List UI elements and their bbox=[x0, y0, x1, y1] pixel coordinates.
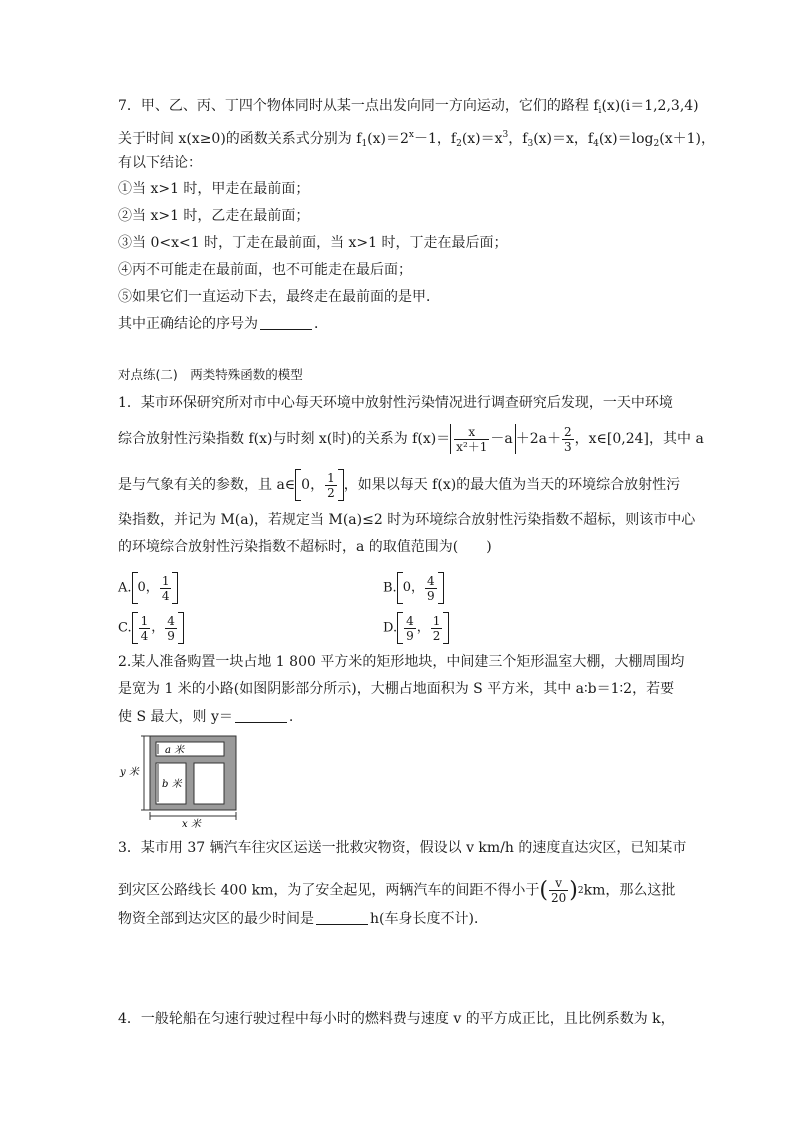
p1-line-3 bbox=[118, 469, 680, 501]
fraction bbox=[425, 574, 437, 603]
interval bbox=[132, 612, 184, 644]
q7-ask-text: 其中正确结论的序号为 bbox=[118, 316, 258, 332]
paren-left: ( bbox=[539, 877, 548, 903]
denominator: 9 bbox=[426, 588, 435, 603]
option-c[interactable] bbox=[118, 612, 184, 644]
p1-text: 0， bbox=[301, 477, 325, 493]
q7-conclusion-2: ②当 x>1 时，乙走在最前面； bbox=[118, 208, 310, 224]
q7-conclusion-4: ④丙不可能走在最前面，也不可能走在最后面； bbox=[118, 262, 412, 278]
numerator: 1 bbox=[327, 470, 335, 485]
p1-text: 是与气象有关的参数，且 a∈ bbox=[118, 477, 296, 493]
q7-text: (x)＝x bbox=[461, 131, 503, 147]
abs-bar-left bbox=[450, 424, 451, 454]
p4-line-1: 4．一般轮船在匀速行驶过程中每小时的燃料费与速度 v 的平方成正比，且比例系数为 k， bbox=[118, 1011, 675, 1027]
fraction bbox=[165, 614, 177, 643]
option-text: 0， bbox=[402, 580, 424, 595]
p1-text: ，x∈[0,24]，其中 a bbox=[574, 431, 704, 447]
q7-text: (x)＝log bbox=[598, 131, 654, 147]
p1-line-4: 染指数，并记为 M(a)，若规定当 M(a)≤2 时为环境综合放射性污染指数不超标，则该市中心 bbox=[118, 512, 696, 528]
fraction bbox=[139, 614, 151, 643]
p2-line-3 bbox=[118, 708, 293, 726]
interval bbox=[295, 469, 344, 501]
interval bbox=[397, 612, 449, 644]
x-label: x 米 bbox=[182, 819, 201, 830]
numerator: x bbox=[468, 424, 476, 439]
q7-conclusion-5: ⑤如果它们一直运动下去，最终走在最前面的是甲． bbox=[118, 289, 440, 305]
denominator: 20 bbox=[550, 891, 567, 905]
subscript: 1 bbox=[361, 139, 368, 149]
q7-ask-end: ． bbox=[314, 316, 328, 332]
section-title: 对点练(二) 两类特殊函数的模型 bbox=[118, 367, 303, 382]
denominator: 9 bbox=[167, 628, 175, 643]
paren-expr bbox=[539, 876, 583, 905]
denominator: 3 bbox=[564, 439, 572, 454]
answer-blank bbox=[235, 710, 287, 723]
fraction bbox=[454, 425, 489, 454]
denominator: 2 bbox=[327, 485, 335, 500]
a-label: a 米 bbox=[165, 745, 185, 756]
interval bbox=[397, 572, 444, 604]
p1-text: ＋2a＋ bbox=[515, 431, 562, 447]
p1-text: 综合放射性污染指数 f(x)与时刻 x(时)的关系为 f(x)＝ bbox=[118, 431, 451, 447]
p3-line-1: 3．某市用 37 辆汽车往灾区运送一批救灾物资，假设以 v km/h 的速度直达灾区，已知某市 bbox=[118, 840, 687, 856]
p1-line-1: 1．某市环保研究所对市中心每天环境中放射性污染情况进行调查研究后发现，一天中环境 bbox=[118, 395, 673, 411]
bracket-right bbox=[438, 572, 444, 604]
p3-text: km，那么这批 bbox=[583, 882, 676, 899]
greenhouse-figure bbox=[118, 730, 242, 830]
denominator: 9 bbox=[406, 628, 414, 643]
subscript: 2 bbox=[653, 139, 660, 149]
p1-line-2 bbox=[118, 424, 704, 454]
denominator: 4 bbox=[161, 588, 170, 603]
bracket-right bbox=[178, 612, 184, 644]
numerator: 4 bbox=[426, 573, 435, 588]
option-label: B. bbox=[383, 580, 397, 596]
q7-conclusion-3: ③当 0<x<1 时，丁走在最前面，当 x>1 时，丁走在最后面； bbox=[118, 235, 508, 251]
bracket-right bbox=[443, 612, 449, 644]
subscript: 4 bbox=[593, 139, 599, 149]
q7-text: 关于时间 x(x≥0)的函数关系式分别为 f bbox=[118, 131, 362, 147]
option-text: ， bbox=[151, 620, 165, 635]
denominator: 2 bbox=[432, 628, 441, 643]
q7-text: ，f bbox=[508, 131, 528, 147]
option-text: ， bbox=[416, 620, 430, 635]
p3-line-3 bbox=[118, 910, 488, 928]
fraction bbox=[160, 574, 172, 603]
q7-text: (x)(i＝1,2,3,4) bbox=[601, 98, 699, 114]
p2-line-2: 是宽为 1 米的小路(如图阴影部分所示)，大棚占地面积为 S 平方米，其中 a∶b＝1∶2，若要 bbox=[118, 681, 675, 697]
p1-text: －a bbox=[490, 431, 513, 447]
bracket-left bbox=[397, 612, 403, 644]
fraction bbox=[404, 614, 416, 643]
option-label: C. bbox=[118, 620, 132, 636]
y-label: y 米 bbox=[120, 767, 139, 778]
numerator: v bbox=[555, 876, 563, 890]
q7-line-2 bbox=[118, 126, 715, 153]
bracket-right bbox=[172, 572, 178, 604]
numerator: 1 bbox=[140, 613, 149, 628]
p2-line-1: 2.某人准备购置一块占地 1 800 平方米的矩形地块，中间建三个矩形温室大棚，大棚周围均 bbox=[118, 654, 685, 670]
interval bbox=[132, 572, 179, 604]
q7-line-3: 有以下结论： bbox=[118, 155, 202, 171]
denominator: 4 bbox=[140, 628, 149, 643]
superscript: 3 bbox=[502, 130, 509, 140]
numerator: 1 bbox=[161, 573, 170, 588]
fraction bbox=[549, 876, 568, 905]
option-a[interactable] bbox=[118, 572, 178, 604]
q7-text: 7．甲、乙、丙、丁四个物体同时从某一点出发向同一方向运动，它们的路程 f bbox=[118, 98, 599, 114]
option-label: D. bbox=[383, 620, 398, 636]
q7-text: －1，f bbox=[413, 131, 457, 147]
q7-line-1 bbox=[118, 97, 699, 120]
answer-blank bbox=[316, 912, 368, 925]
numerator: 4 bbox=[167, 613, 175, 628]
p1-text: ，如果以每天 f(x)的最大值为当天的环境综合放射性污 bbox=[343, 477, 681, 493]
p3-line-2 bbox=[118, 876, 675, 905]
fraction bbox=[325, 471, 337, 500]
abs-value-expr bbox=[450, 424, 516, 454]
denominator: x²＋1 bbox=[456, 439, 488, 454]
p2-text: 使 S 最大，则 y＝ bbox=[118, 709, 233, 725]
bracket-left bbox=[132, 612, 138, 644]
q7-text: (x＋1)， bbox=[659, 131, 715, 147]
subscript: 2 bbox=[456, 139, 462, 149]
p1-line-5: 的环境综合放射性污染指数不超标时，a 的取值范围为( ) bbox=[118, 539, 492, 555]
numerator: 1 bbox=[432, 613, 441, 628]
answer-blank bbox=[260, 317, 312, 330]
fraction bbox=[431, 614, 443, 643]
q7-text: (x)＝x，f bbox=[533, 131, 594, 147]
numerator: 2 bbox=[564, 424, 572, 439]
numerator: 4 bbox=[406, 613, 414, 628]
q7-text: (x)＝2 bbox=[367, 131, 409, 147]
p3-text: 到灾区公路线长 400 km，为了安全起见，两辆汽车的间距不得小于 bbox=[118, 882, 540, 899]
p2-text: . bbox=[288, 709, 294, 725]
option-text: 0， bbox=[137, 580, 159, 595]
subscript: i bbox=[598, 106, 602, 116]
greenhouse-right bbox=[194, 763, 224, 804]
paren-right: ) bbox=[569, 877, 578, 903]
q7-conclusion-1: ①当 x>1 时，甲走在最前面； bbox=[118, 181, 310, 197]
superscript: 2 bbox=[577, 885, 584, 896]
p3-text: h(车身长度不计)． bbox=[370, 911, 488, 927]
b-label: b 米 bbox=[162, 779, 182, 790]
option-label: A. bbox=[118, 580, 132, 596]
option-b[interactable] bbox=[383, 572, 444, 604]
p3-text: 物资全部到达灾区的最少时间是 bbox=[118, 911, 314, 927]
fraction bbox=[562, 425, 574, 454]
subscript: 3 bbox=[527, 139, 534, 149]
q7-question bbox=[118, 315, 328, 333]
option-d[interactable] bbox=[383, 612, 449, 644]
superscript: x bbox=[408, 130, 414, 140]
